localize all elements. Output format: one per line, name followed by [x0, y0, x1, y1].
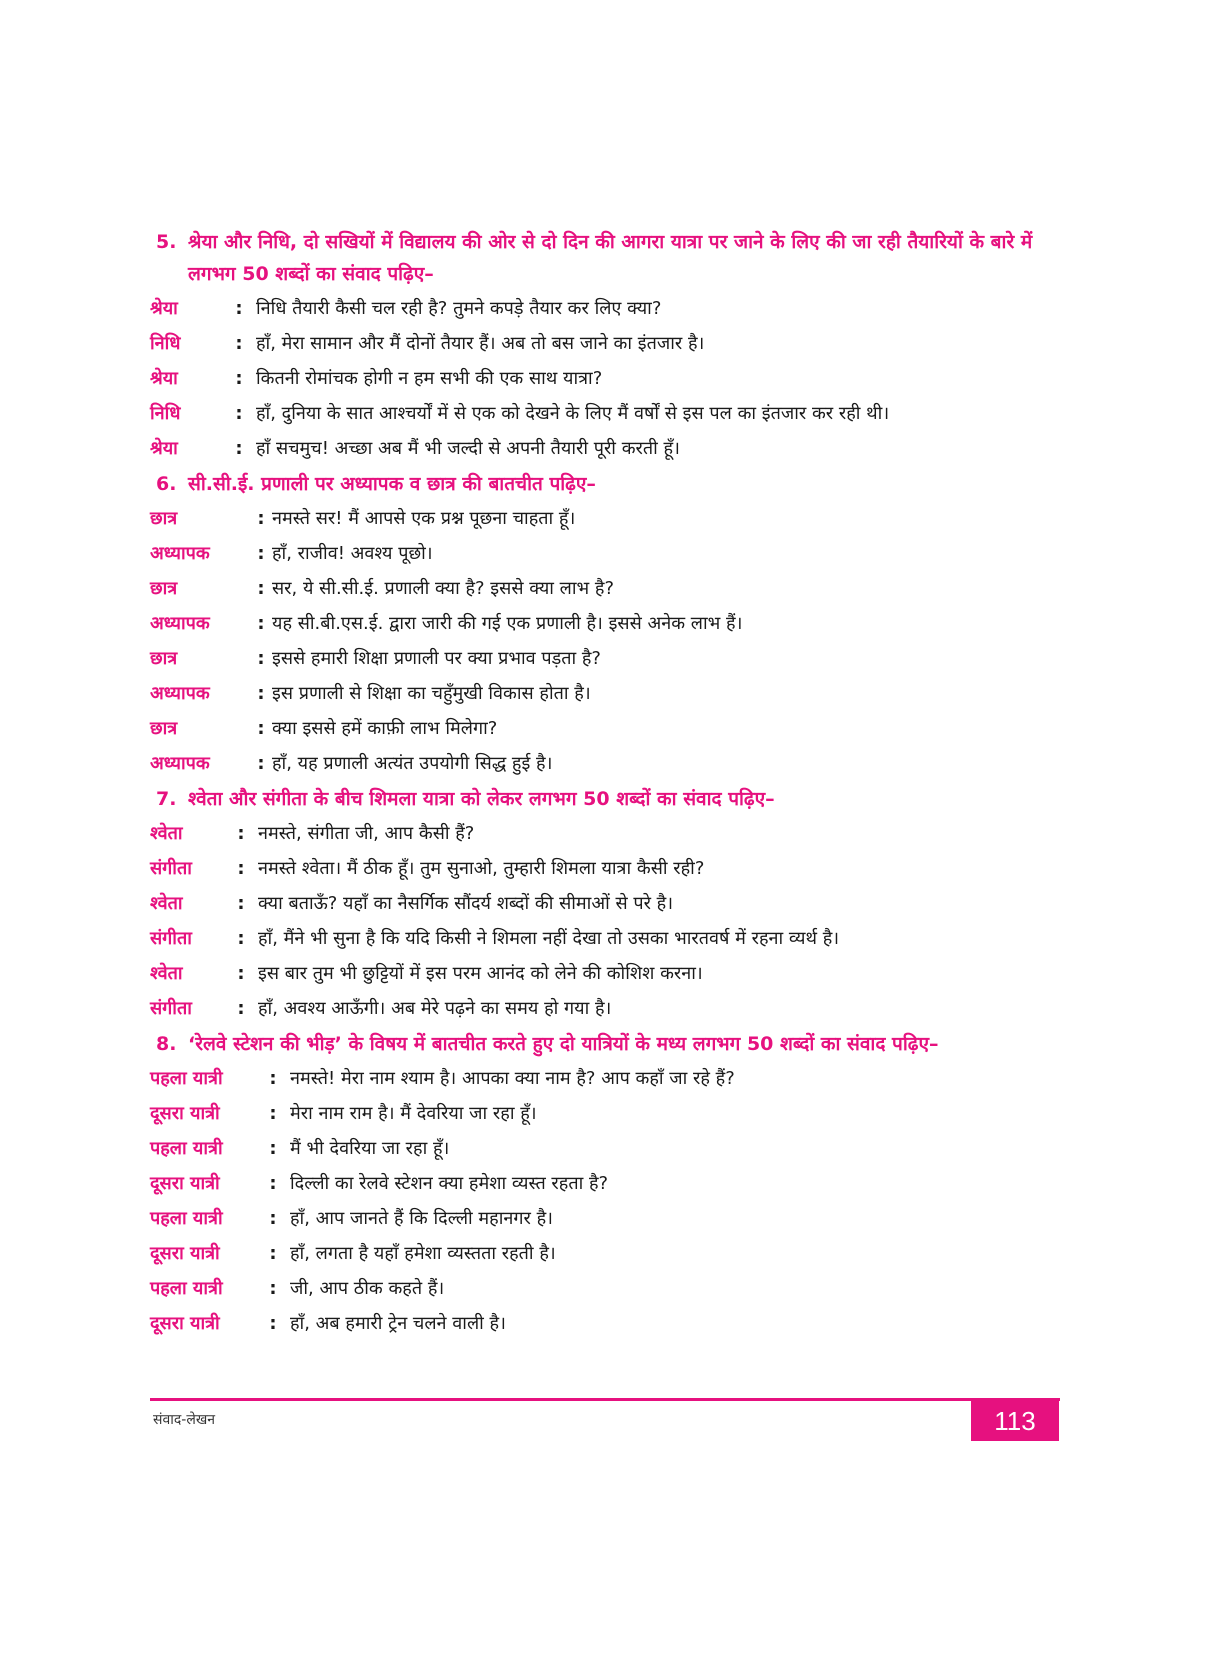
dialogue-line	[150, 818, 1060, 853]
dialogue-line	[150, 503, 1060, 538]
separator: :	[269, 1173, 277, 1194]
speaker-name: संगीता	[150, 928, 192, 949]
page-content	[150, 226, 1060, 1343]
separator: :	[269, 1243, 277, 1264]
dialogue-line	[150, 888, 1060, 923]
question-heading	[150, 1028, 1060, 1060]
footer-chapter-label: संवाद-लेखन	[153, 1412, 216, 1428]
dialogue-text: हाँ, राजीव! अवश्य पूछो।	[272, 543, 433, 564]
dialogue-line	[150, 1203, 1060, 1238]
speaker-name: निधि	[150, 403, 181, 424]
dialogue-text: नमस्ते सर! मैं आपसे एक प्रश्न पूछना चाहता हूँ।	[272, 508, 576, 529]
dialogue-line	[150, 293, 1060, 328]
speaker-name: दूसरा यात्री	[150, 1313, 220, 1334]
question-number: 8.	[156, 1033, 177, 1055]
separator: :	[257, 718, 265, 739]
dialogue-text: दिल्ली का रेलवे स्टेशन क्या हमेशा व्यस्त रहता है?	[290, 1173, 609, 1194]
dialogue-text: नमस्ते श्वेता। मैं ठीक हूँ। तुम सुनाओ, तुम्हारी शिमला यात्रा कैसी रही?	[258, 858, 705, 879]
separator: :	[257, 578, 265, 599]
dialogue-text: हाँ, अब हमारी ट्रेन चलने वाली है।	[290, 1313, 506, 1334]
separator: :	[269, 1278, 277, 1299]
separator: :	[237, 893, 245, 914]
separator: :	[269, 1103, 277, 1124]
separator: :	[257, 753, 265, 774]
separator: :	[235, 298, 243, 319]
dialogue-line	[150, 853, 1060, 888]
dialogue-text: मैं भी देवरिया जा रहा हूँ।	[290, 1138, 450, 1159]
dialogue-line	[150, 713, 1060, 748]
speaker-name: पहला यात्री	[150, 1208, 223, 1229]
separator: :	[257, 508, 265, 529]
question-title: ‘रेलवे स्टेशन की भीड़’ के विषय में बातचीत करते हुए दो यात्रियों के मध्य लगभग 50 शब्दों का संवाद पढ़िए–	[188, 1033, 939, 1055]
question-title: श्रेया और निधि, दो सखियों में विद्यालय की ओर से दो दिन की आगरा यात्रा पर जाने के लिए की जा रही तैयारियों के बारे में लगभग 50 शब्दों का संवाद पढ़िए–	[188, 231, 1033, 285]
dialogue-line	[150, 993, 1060, 1028]
separator: :	[257, 683, 265, 704]
section-6	[150, 468, 1060, 783]
separator: :	[237, 858, 245, 879]
dialogue-line	[150, 573, 1060, 608]
dialogue-line	[150, 678, 1060, 713]
speaker-name: अध्यापक	[150, 753, 210, 774]
dialogue-text: हाँ, दुनिया के सात आश्चर्यों में से एक को देखने के लिए मैं वर्षों से इस पल का इंतजार कर रही थी।	[256, 403, 890, 424]
dialogue-line	[150, 1168, 1060, 1203]
speaker-name: दूसरा यात्री	[150, 1243, 220, 1264]
dialogue-text: इससे हमारी शिक्षा प्रणाली पर क्या प्रभाव पड़ता है?	[272, 648, 601, 669]
speaker-name: अध्यापक	[150, 683, 210, 704]
speaker-name: संगीता	[150, 858, 192, 879]
speaker-name: श्वेता	[150, 823, 183, 844]
speaker-name: श्रेया	[150, 298, 178, 319]
speaker-name: श्वेता	[150, 963, 183, 984]
dialogue-line	[150, 608, 1060, 643]
speaker-name: छात्र	[150, 578, 178, 599]
question-title: श्वेता और संगीता के बीच शिमला यात्रा को लेकर लगभग 50 शब्दों का संवाद पढ़िए–	[188, 788, 775, 810]
separator: :	[257, 543, 265, 564]
speaker-name: छात्र	[150, 648, 178, 669]
separator: :	[237, 963, 245, 984]
page-number: 113	[971, 1401, 1059, 1441]
dialogue-line	[150, 363, 1060, 398]
speaker-name: निधि	[150, 333, 181, 354]
dialogue-text: नमस्ते! मेरा नाम श्याम है। आपका क्या नाम है? आप कहाँ जा रहे हैं?	[290, 1068, 735, 1089]
question-number: 7.	[156, 788, 177, 810]
speaker-name: श्वेता	[150, 893, 183, 914]
speaker-name: छात्र	[150, 718, 178, 739]
dialogue-text: क्या इससे हमें काफ़ी लाभ मिलेगा?	[272, 718, 498, 739]
dialogue-text: नमस्ते, संगीता जी, आप कैसी हैं?	[258, 823, 475, 844]
speaker-name: दूसरा यात्री	[150, 1103, 220, 1124]
dialogue-line	[150, 643, 1060, 678]
separator: :	[237, 823, 245, 844]
dialogue-text: हाँ, मैंने भी सुना है कि यदि किसी ने शिमला नहीं देखा तो उसका भारतवर्ष में रहना व्यर्थ है।	[258, 928, 840, 949]
dialogue-text: हाँ, मेरा सामान और मैं दोनों तैयार हैं। अब तो बस जाने का इंतजार है।	[256, 333, 705, 354]
separator: :	[257, 613, 265, 634]
speaker-name: संगीता	[150, 998, 192, 1019]
question-number: 5.	[156, 231, 177, 253]
question-heading	[150, 226, 1060, 290]
dialogue-line	[150, 1098, 1060, 1133]
dialogue-line	[150, 1273, 1060, 1308]
dialogue-line	[150, 1133, 1060, 1168]
speaker-name: श्रेया	[150, 368, 178, 389]
dialogue-text: हाँ, अवश्य आऊँगी। अब मेरे पढ़ने का समय हो गया है।	[258, 998, 612, 1019]
dialogue-text: हाँ, आप जानते हैं कि दिल्ली महानगर है।	[290, 1208, 553, 1229]
speaker-name: दूसरा यात्री	[150, 1173, 220, 1194]
separator: :	[237, 928, 245, 949]
speaker-name: पहला यात्री	[150, 1138, 223, 1159]
dialogue-line	[150, 398, 1060, 433]
separator: :	[235, 438, 243, 459]
dialogue-line	[150, 1063, 1060, 1098]
speaker-name: अध्यापक	[150, 543, 210, 564]
dialogue-line	[150, 958, 1060, 993]
dialogue-line	[150, 1238, 1060, 1273]
separator: :	[235, 403, 243, 424]
footer-divider	[150, 1398, 1060, 1401]
dialogue-text: इस बार तुम भी छुट्टियों में इस परम आनंद को लेने की कोशिश करना।	[258, 963, 703, 984]
dialogue-line	[150, 748, 1060, 783]
question-number: 6.	[156, 473, 177, 495]
dialogue-text: सर, ये सी.सी.ई. प्रणाली क्या है? इससे क्या लाभ है?	[272, 578, 615, 599]
separator: :	[269, 1138, 277, 1159]
dialogue-text: मेरा नाम राम है। मैं देवरिया जा रहा हूँ।	[290, 1103, 537, 1124]
separator: :	[269, 1068, 277, 1089]
dialogue-text: इस प्रणाली से शिक्षा का चहुँमुखी विकास होता है।	[272, 683, 591, 704]
separator: :	[257, 648, 265, 669]
dialogue-text: निधि तैयारी कैसी चल रही है? तुमने कपड़े तैयार कर लिए क्या?	[256, 298, 662, 319]
separator: :	[235, 333, 243, 354]
speaker-name: अध्यापक	[150, 613, 210, 634]
question-heading	[150, 783, 1060, 815]
separator: :	[235, 368, 243, 389]
speaker-name: श्रेया	[150, 438, 178, 459]
section-5	[150, 226, 1060, 468]
dialogue-line	[150, 328, 1060, 363]
dialogue-line	[150, 538, 1060, 573]
speaker-name: छात्र	[150, 508, 178, 529]
dialogue-text: जी, आप ठीक कहते हैं।	[290, 1278, 445, 1299]
section-8	[150, 1028, 1060, 1343]
speaker-name: पहला यात्री	[150, 1068, 223, 1089]
separator: :	[237, 998, 245, 1019]
dialogue-text: हाँ सचमुच! अच्छा अब मैं भी जल्दी से अपनी तैयारी पूरी करती हूँ।	[256, 438, 680, 459]
dialogue-line	[150, 923, 1060, 958]
separator: :	[269, 1208, 277, 1229]
dialogue-text: यह सी.बी.एस.ई. द्वारा जारी की गई एक प्रणाली है। इससे अनेक लाभ हैं।	[272, 613, 743, 634]
dialogue-text: हाँ, यह प्रणाली अत्यंत उपयोगी सिद्ध हुई है।	[272, 753, 553, 774]
dialogue-line	[150, 1308, 1060, 1343]
dialogue-text: क्या बताऊँ? यहाँ का नैसर्गिक सौंदर्य शब्दों की सीमाओं से परे है।	[258, 893, 674, 914]
speaker-name: पहला यात्री	[150, 1278, 223, 1299]
question-title: सी.सी.ई. प्रणाली पर अध्यापक व छात्र की बातचीत पढ़िए–	[188, 473, 596, 495]
dialogue-text: हाँ, लगता है यहाँ हमेशा व्यस्तता रहती है।	[290, 1243, 556, 1264]
dialogue-line	[150, 433, 1060, 468]
separator: :	[269, 1313, 277, 1334]
dialogue-text: कितनी रोमांचक होगी न हम सभी की एक साथ यात्रा?	[256, 368, 603, 389]
section-7	[150, 783, 1060, 1028]
question-heading	[150, 468, 1060, 500]
